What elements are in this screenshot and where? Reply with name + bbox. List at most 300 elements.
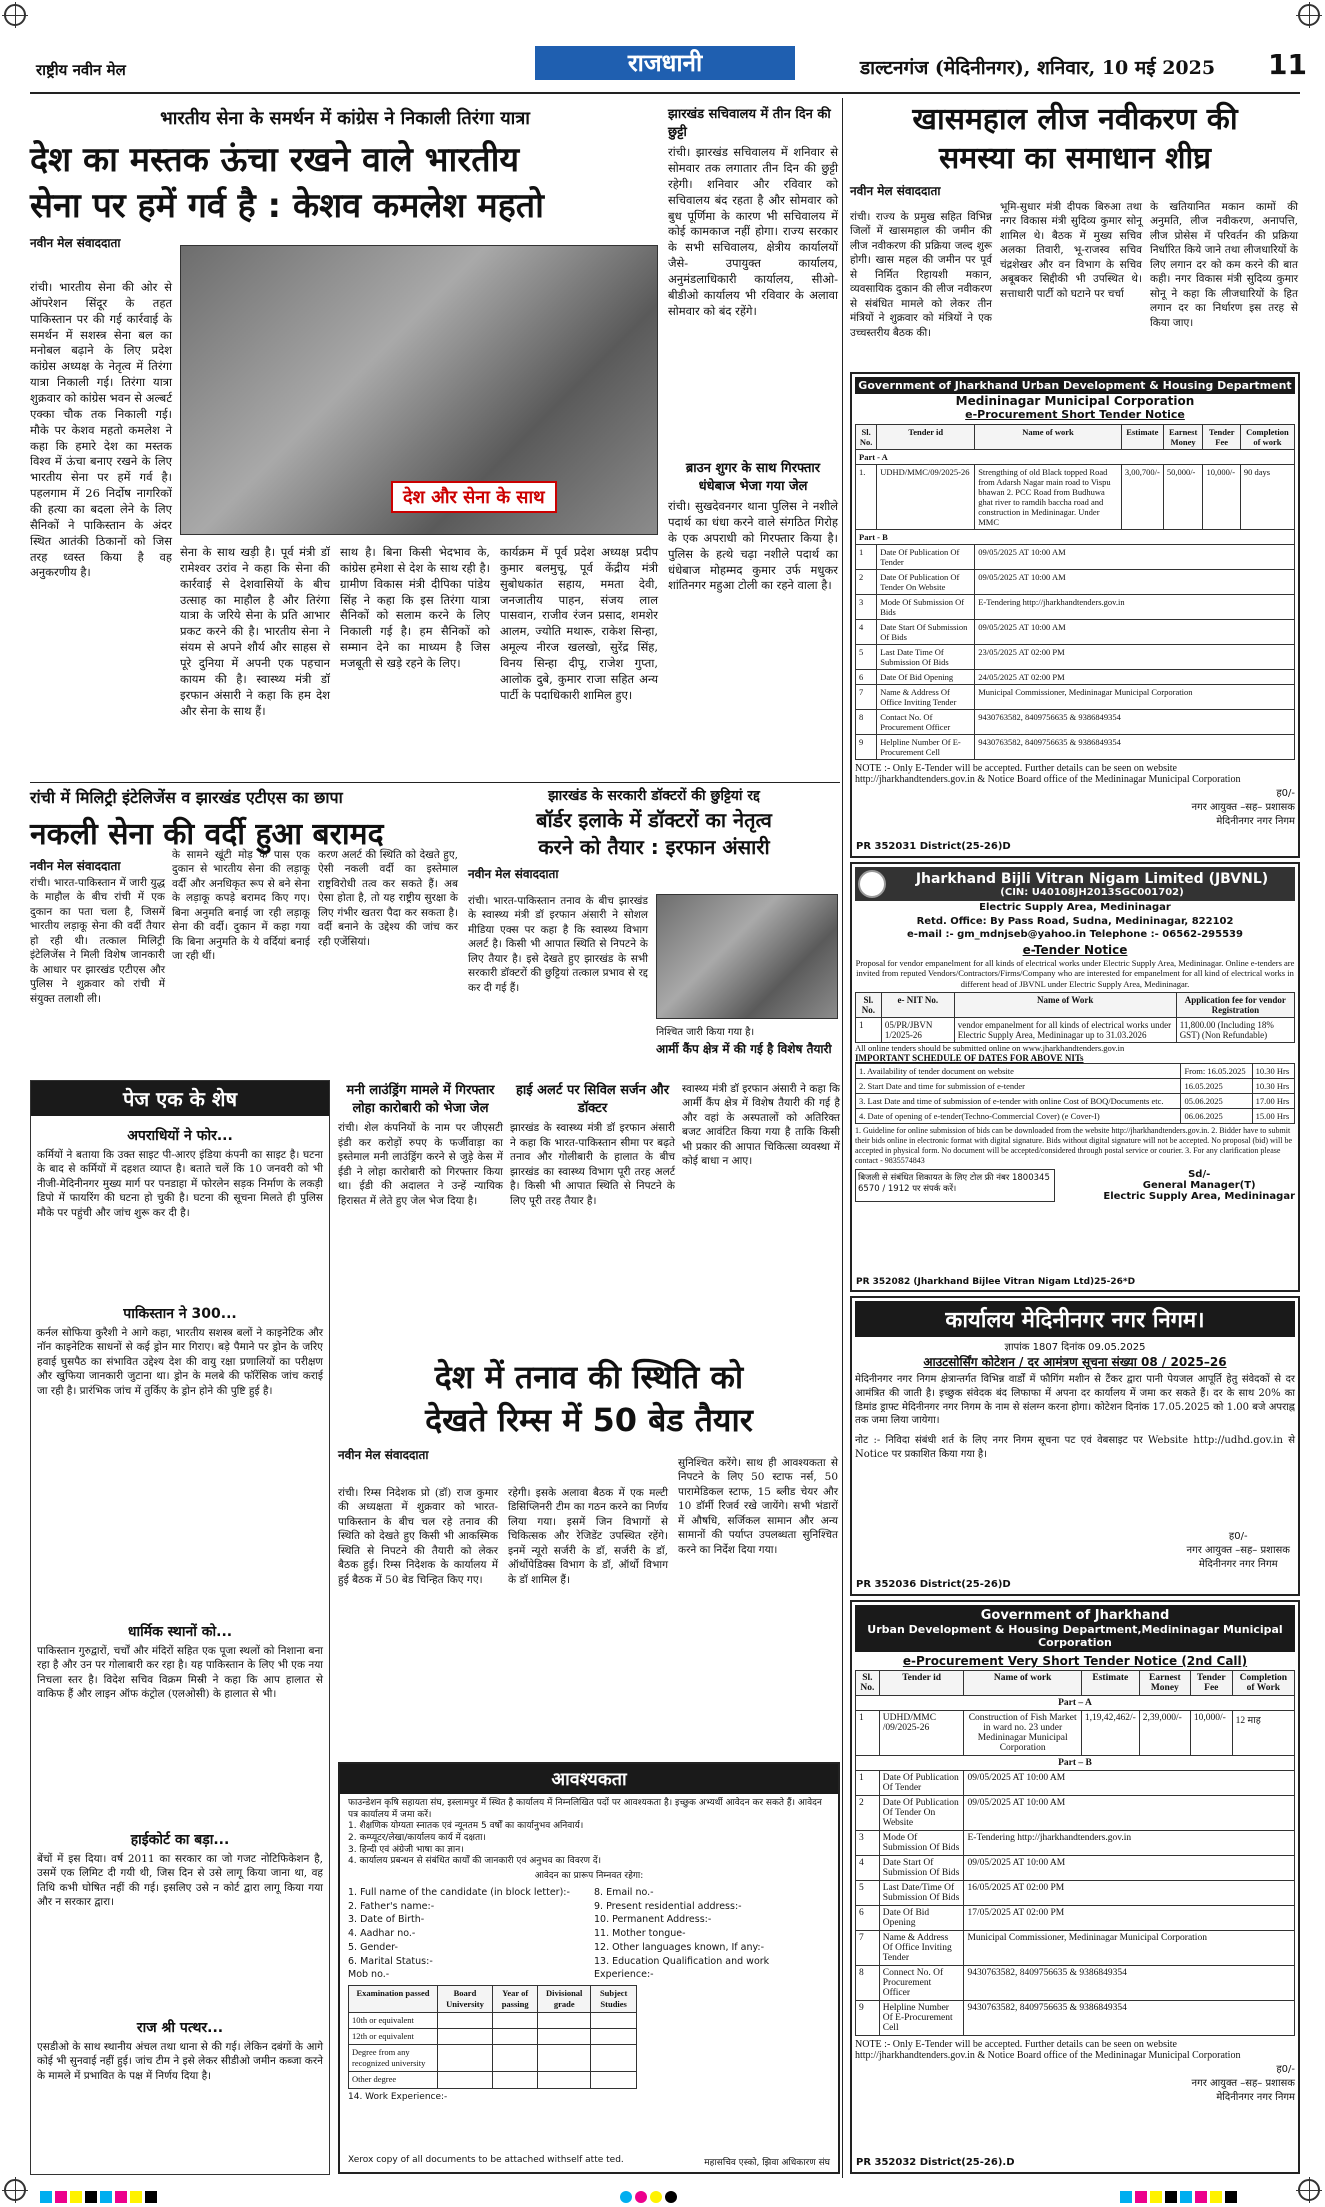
story-col-3: साथ है। बिना किसी भेदभाव के, कांग्रेस हमेशा से देश के साथ रही है। ग्रामीण विकास मंत्री दीपिका पांडेय सिंह ने कहा कि इस तिरंगा यात्रा सैनिकों को सलाम करने के लिए निकाली गई है। हम सैनिकों को सम्मान देने का माध्यम है जिस मजबूती से खड़े रहने के लिए। (340, 545, 490, 671)
section-rule (30, 782, 840, 783)
headline (338, 1356, 840, 1442)
form-field: 13. Education Qualification and work (594, 1955, 770, 1967)
cell: 10th or equivalent (349, 2013, 438, 2029)
headline: ब्राउन शुगर के साथ गिरफ्तार धंधेबाज भेजा गया जेल (685, 461, 821, 494)
table-row (856, 595, 1295, 620)
cell: 09/05/2025 AT 10:00 AM (975, 620, 1295, 645)
continuation-body: कर्नल सोफिया कुरैशी ने आगे कहा, भारतीय सशस्त्र बलों ने काइनेटिक और नॉन काइनेटिक साधनों से कई ड्रोन मार गिराए। बड़े पैमाने पर ड्रोन के जरिए हवाई घुसपैठ का संभावित उद्देश्य देश की वायु रक्षा प्रणालियों का परीक्षण और खुफिया जानकारी जुटाना था। ड्रोन के मलबे की फॉरेंसिक जांच कराई जा रही है। प्रारंभिक जांच में तुर्किए के ड्रोन होने की पुष्टि हुई है। (37, 1327, 323, 1397)
headline (850, 100, 1300, 178)
table-row (856, 685, 1295, 710)
cell: 10.30 Hrs (1252, 1063, 1294, 1078)
footer-note: Xerox copy of all documents to be attached withself atte ted. (348, 2155, 624, 2165)
notice-title: कार्यालय मेदिनीनगर नगर निगम। (855, 1301, 1295, 1337)
cell: Name & Address Of Office Inviting Tender (877, 685, 975, 710)
qualification-rows (349, 2013, 637, 2088)
color-bar-center (620, 2188, 720, 2202)
th: Completion of work (1240, 425, 1294, 450)
col-1: रांची। रिम्स निदेशक प्रो (डॉ) राज कुमार की अध्यक्षता में शुक्रवार को भारत-पाकिस्तान के बीच चल रहे तनाव की स्थिति को देखते हुए किसी भी आकस्मिक स्थिति से निपटने की तैयारी को लेकर बैठक हुई। रिम्स निदेशक के कार्यालय में हुई बैठक में 50 बेड चिन्हित किए गए। (338, 1487, 498, 1586)
body: रांची। सुखदेवनगर थाना पुलिस ने नशीले पदार्थ का धंधा करने वाले संगठित गिरोह के एक अपराधी को गिरफ्तार किया है। पुलिस के हत्थे चढ़ा नशीले पदार्थ का धंधेबाज मोहम्मद कुमार उर्फ मधुकर शांतिनगर महुआ टोली का रहने वाला है। (668, 499, 838, 593)
cell: Degree from any recognized university (349, 2045, 438, 2072)
section-label: राजधानी (535, 46, 795, 80)
part-b-label: Part – B (856, 1756, 1295, 1771)
headline-line-1: देश का मस्तक ऊंचा रखने वाले भारतीय (30, 140, 520, 180)
table-row (856, 1063, 1295, 1078)
cell: 09/05/2025 AT 10:00 AM (975, 545, 1295, 570)
form-field: Experience:- (594, 1969, 654, 1981)
cell: 3,00,700/- (1121, 465, 1163, 530)
pr-number: PR 352032 District(25-26).D (856, 2157, 1015, 2168)
body: रांची। झारखंड सचिवालय में शनिवार से सोमवार तक लगातार तीन दिन की छुट्टी रहेगी। शनिवार और रविवार को सचिवालय बंद रहता है और सोमवार को बुध पूर्णिमा के कारण भी सचिवालय में कोई कामकाज नहीं होगा। राज्य सरकार के सभी सचिवालय, क्षेत्रीय कार्यालयों जैसे- उपायुक्त कार्यालय, अनुमंडलाधिकारी कार्यालय, सीओ-बीडीओ कार्यालय भी रविवार के अलावा सोमवार को बंद रहेंगे। (668, 145, 838, 318)
masthead-rule (30, 92, 1300, 94)
cell: 7 (856, 1931, 880, 1966)
paper-logo: राष्ट्रीय नवीन मेल (36, 61, 126, 79)
tender-title-3: e-Procurement Very Short Tender Notice (2nd Call) (902, 1654, 1248, 1668)
cell: Strengthing of old Black topped Road from Adarsh Nagar main road to Vispu bhawan 2. PCC Road from Budhuwa ghat river to ramdih baccha road and construction in Medininagar. Under MMC (975, 465, 1122, 530)
cell: 1,19,42,462/- (1081, 1711, 1139, 1756)
table-row (856, 1711, 1295, 1756)
story-congress (30, 100, 660, 780)
cell: Contact No. Of Procurement Officer (877, 710, 975, 735)
story-brown-sugar (668, 460, 838, 780)
cell: 1 (856, 545, 877, 570)
cell: Municipal Commissioner, Medininagar Municipal Corporation (975, 685, 1295, 710)
registration-mark-bottom-right (1298, 2179, 1320, 2201)
fields-right (594, 1886, 830, 1982)
cell: Helpline Number Of E-Procurement Cell (879, 2001, 964, 2036)
th: Estimate (1081, 1671, 1139, 1696)
registration-mark-top-right (1298, 4, 1320, 26)
headline-line-1: देश में तनाव की स्थिति को (434, 1358, 744, 1396)
notice-body: मेदिनीनगर नगर निगम क्षेत्रान्तर्गत विभिन्न वार्डों में फौगिंग मशीन से टैंकर द्वारा पानी पेयजल आपूर्ति हेतु संवेदकों से दर आमंत्रित की जाती है। इच्छुक संवेदक बंद लिफाफा में अपना दर कार्यालय में जमा कर सकते हैं। दर के साथ 20% का डिमांड ड्राफ्ट मेदिनीनगर नगर निगम के नाम से संलग्न करना होगा। कोटेशन दिनांक 17.05.2025 को 1.00 बजे अपराह्न तक जमा लिया जायेगा। (855, 1374, 1295, 1427)
cell: 6 (856, 1906, 880, 1931)
sign: ह0/- (1276, 2064, 1295, 2075)
th: Tender id (879, 1671, 964, 1696)
vacancy-rule: 2. कम्प्यूटर/लेखा/कार्यालय कार्य में दक्षता। (348, 1833, 486, 1844)
tender-title-1: Government of Jharkhand Urban Development & Housing Department (855, 377, 1295, 394)
cell: 12th or equivalent (349, 2029, 438, 2045)
cell: 2 (856, 570, 877, 595)
pr-number: PR 352031 District(25-26)D (856, 841, 1011, 852)
cell (538, 2029, 591, 2045)
tender-notice-2 (850, 1600, 1300, 2174)
sign: मेदिनीनगर नगर निगम (1198, 1559, 1278, 1570)
story-col-4: कार्यक्रम में पूर्व प्रदेश अध्यक्ष प्रदीप कुमार बलमुचू, पूर्व केंद्रीय मंत्री सुबोधकांत सहाय, ममता देवी, जनजातीय पाहन, संजय लाल पासवान, राजीव रंजन प्रसाद, शमशेर आलम, ज्योति मथारू, राकेश सिन्हा, अमूल्य नीरज खलखो, सुरेंद्र सिंह, विनय सिन्हा दीपू, राजेश गुप्ता, आलोक दुबे, कुमार राजा सहित अन्य पार्टी के पदाधिकारी शामिल हुए। (500, 545, 658, 702)
vacancy-ad (338, 1762, 840, 2174)
cell (438, 2029, 493, 2045)
story-khasmahal (850, 100, 1300, 370)
table-row (856, 1881, 1295, 1906)
table-row (856, 620, 1295, 645)
sign: नगर आयुक्त –सह– प्रशासक (1191, 802, 1295, 813)
continuation-body: बेंचों में इस दिया। वर्ष 2011 का सरकार का जो गजट नोटिफिकेशन है, उसमें एक लिमिट दी गयी थी, जिस दिन से उसे लागू किया जाना था, वह तिथि कभी घोषित नहीं की गई। इसलिए उसे न कोर्ट द्वारा लागू किया गया और न सरकार द्वारा। (37, 1853, 323, 1909)
continuation-body: कर्मियों ने बताया कि उक्त साइट पी-आरए इंडिया कंपनी का साइट है। घटना के बाद से कर्मियों में दहशत व्याप्त है। बताते चलें कि 10 जनवरी को भी नीजी-मेदिनीनगर मुख्य मार्ग पर पनडाहा में फोरलेन सड़क निर्माण के लकड़ी डिपो में फायरिंग की घटना हो चुकी है। घटना की सूचना मिलते ही पुलिस मौके पर पहुंची और जांच शुरू कर दी है। (37, 1149, 323, 1219)
table-row (856, 1017, 1295, 1042)
tender-signature (855, 787, 1295, 829)
form-field: 10. Permanent Address:- (594, 1914, 712, 1926)
form-field: 9. Present residential address:- (594, 1900, 742, 1912)
schedule-title: All online tenders should be submitted online on www.jharkhandtenders.gov.in (855, 1042, 1125, 1053)
headline (30, 138, 660, 230)
cell: 06.06.2025 (1181, 1108, 1252, 1123)
cell: 4 (856, 1856, 880, 1881)
cell: Date Of Publication Of Tender (877, 545, 975, 570)
cell: 8 (856, 1966, 880, 2001)
cell (538, 2072, 591, 2088)
continuation-title: पाकिस्तान ने 300... (123, 1306, 237, 1322)
address: Retd. Office: By Pass Road, Sudna, Medininagar, 822102 (916, 915, 1234, 927)
body: स्वास्थ्य मंत्री डॉ इरफान अंसारी ने कहा कि आर्मी कैंप क्षेत्र में विशेष तैयारी की गई है और वहां के अस्पतालों को अतिरिक्त बजट आवंटित किया गया है ताकि किसी भी प्रकार की आपात चिकित्सा व्यवस्था में कोई बाधा न आए। (682, 1083, 840, 1168)
cell: 9430763582, 8409756635 & 9386849354 (975, 735, 1295, 760)
cell: Mode Of Submission Of Bids (877, 595, 975, 620)
cell (438, 2045, 493, 2072)
notice-title: e-Tender Notice (1022, 942, 1128, 957)
table-row (856, 1108, 1295, 1123)
sign: मेदिनीनगर नगर निगम (1216, 816, 1295, 827)
story-military (30, 786, 460, 1076)
cell: 5 (856, 1881, 880, 1906)
cell: 4. Date of opening of e-tender(Techno-Commercial Cover) (e Cover-I) (856, 1108, 1181, 1123)
cell: Connect No. Of Procurement Officer (879, 1966, 964, 2001)
byline: नवीन मेल संवाददाता (338, 1448, 429, 1463)
rally-photo (180, 245, 658, 535)
table-row (856, 545, 1295, 570)
cell: 90 days (1240, 465, 1294, 530)
sign: नगर आयुक्त –सह– प्रशासक (1186, 1545, 1290, 1556)
headline: झारखंड सचिवालय में तीन दिन की छुट्टी (668, 107, 831, 140)
tender-note: NOTE :- Only E-Tender will be accepted. Further details can be seen on website http://jharkhandtenders.gov.in & Notice Board office of the Medininagar Municipal Corporation (855, 763, 1241, 785)
col-2: के सामने खूंटी मोड़ के पास एक दुकान से भारतीय सेना की लड़ाकू वर्दी और अनधिकृत रूप से बने सेना के लड़ाकू कपड़े बरामद किए गए। बिना अनुमति बनाई जा रही लड़ाकू सेना की वर्दी। दुकान में कहा गया कि बिना अनुमति के ये वर्दियां बनाई जा रही थीं। (172, 849, 310, 963)
kicker: भारतीय सेना के समर्थन में कांग्रेस ने निकाली तिरंगा यात्रा (160, 108, 530, 129)
cell: 9430763582, 8409756635 & 9386849354 (964, 1966, 1295, 2001)
sign: ह0/- (1228, 1531, 1248, 1542)
cell: 17.00 Hrs (1252, 1093, 1294, 1108)
th: Earnest Money (1163, 425, 1203, 450)
headline-line-1: खासमहाल लीज नवीकरण की (912, 102, 1238, 137)
page-number: 11 (1268, 48, 1307, 81)
vacancy-rule: 4. कार्यालय प्रबन्धन से संबंधित कार्यों की जानकारी एवं अनुभव का विवरण दें। (348, 1856, 602, 1867)
byline: नवीन मेल संवाददाता (30, 235, 121, 250)
form-field: Mob no.- (348, 1969, 390, 1981)
notice-ref: ज्ञापांक 1807 दिनांक 09.05.2025 (1004, 1342, 1146, 1353)
continuation-title: धार्मिक स्थानों को... (127, 1624, 233, 1640)
th: Earnest Money (1139, 1671, 1190, 1696)
cell: Date Start Of Submission Of Bids (879, 1856, 964, 1881)
part-b-rows (856, 545, 1295, 760)
headline-line-2: समस्या का समाधान शीघ्र (939, 141, 1211, 176)
cell: Name & Address Of Office Inviting Tender (879, 1931, 964, 1966)
dateline: डाल्टनगंज (मेदिनीनगर), शनिवार, 10 मई 2025 (860, 57, 1216, 79)
table-row (349, 2072, 637, 2088)
tender-title-2: Urban Development & Housing Department,Medininagar Municipal Corporation (867, 1623, 1283, 1649)
cell (438, 2072, 493, 2088)
jbvnl-cin: (CIN: U40108JH2013SGC001702) (1000, 886, 1184, 898)
headline-line-1: बॉर्डर इलाके में डॉक्टरों का नेतृत्व (536, 808, 772, 832)
continuation-title: हाईकोर्ट का बड़ा... (130, 1832, 230, 1848)
story-army-camp (682, 1082, 840, 1352)
sign: ह0/- (1276, 788, 1295, 799)
cell: From: 16.05.2025 (1181, 1063, 1252, 1078)
table-row (856, 465, 1295, 530)
story-doctors (468, 786, 840, 1076)
th: Sl. No. (856, 425, 877, 450)
cell (492, 2013, 537, 2029)
cell: 11,800.00 (Including 18% GST) (Non Refundable) (1176, 1017, 1294, 1042)
vacancy-intro: फाउन्डेशन कृषि सहायता संघ, इस्लामपुर में स्थित है कार्यालय में निम्नलिखित पदों पर आवश्यकता है। इच्छुक अभ्यर्थी आवेदन कर सकते हैं। आवेदन पत्र कार्यालय में जमा करें। (348, 1798, 822, 1820)
sign: Sd/- (1188, 1168, 1211, 1180)
jbvnl-notice (850, 862, 1300, 1292)
sign: General Manager(T) (1142, 1179, 1256, 1191)
cell: E-Tendering http://jharkhandtenders.gov.in (964, 1831, 1295, 1856)
cell: 15.00 Hrs (1252, 1108, 1294, 1123)
cell: Date Of Bid Opening (879, 1906, 964, 1931)
tender-table (855, 1670, 1295, 2036)
cell (538, 2045, 591, 2072)
cell (492, 2072, 537, 2088)
tender-title-3: e-Procurement Short Tender Notice (965, 408, 1185, 421)
form-field: 3. Date of Birth- (348, 1914, 425, 1926)
table-row (856, 735, 1295, 760)
byline: नवीन मेल संवाददाता (468, 867, 559, 881)
col-3: सुनिश्चित करेंगे। साथ ही आवश्यकता से निपटने के लिए 50 स्टाफ नर्स, 50 पारामेडिकल स्टाफ, 15 ब्लीड चेयर और 10 डॉर्मी रिजर्व रखे जायेंगे। सभी भंडारों में औषधि, सर्जिकल सामान और अन्य सामानों की पर्याप्त उपलब्धता सुनिश्चित करने का निर्देश दिया गया। (678, 1457, 838, 1556)
cell (538, 2013, 591, 2029)
cell: Date Of Publication Of Tender On Website (877, 570, 975, 595)
table-row (856, 1906, 1295, 1931)
notice-note: नोट :- निविदा संबंधी शर्त के लिए नगर निगम सूचना पट एवं वेबसाइट पर Website http://udhd.gov.in से Notice पर प्रकाशित किया गया है। (855, 1435, 1295, 1460)
headline (468, 807, 840, 861)
pr-number: PR 352082 (Jharkhand Bijlee Vitran Nigam Ltd)25-26*D (856, 1277, 1136, 1287)
footer-signature: महासचिव एस्को, झिवा अधिकारण संघ (704, 2158, 830, 2168)
tender-table (855, 424, 1295, 760)
cell: 5 (856, 645, 877, 670)
cell: 9 (856, 2001, 880, 2036)
table-row (856, 645, 1295, 670)
form-field: 4. Aadhar no.- (348, 1928, 416, 1940)
body: झारखंड के स्वास्थ्य मंत्री डॉ इरफान अंसारी ने कहा कि भारत-पाकिस्तान सीमा पर बढ़ते तनाव और गोलीबारी के हालात के बीच झारखंड का स्वास्थ्य विभाग पूरी तरह अलर्ट है। किसी भी आपात स्थिति से निपटने के लिए पूरी तरह तैयार है। (510, 1122, 675, 1207)
body: रांची। शेल कंपनियों के नाम पर जीएसटी इंडी कर करोड़ों रुपए के फर्जीवाड़ा का इस्तेमाल मनी लाउंड्रिंग करने से जुड़े केस में ईडी ने लोहा कारोबारी को गिरफ्तार किया था। ईडी की अदालत ने उन्हें न्यायिक हिरासत में लेते हुए जेल भेज दिया है। (338, 1122, 503, 1207)
registration-mark-top-left (4, 4, 26, 26)
cell: 09/05/2025 AT 10:00 AM (964, 1796, 1295, 1831)
cell: 16/05/2025 AT 02:00 PM (964, 1881, 1295, 1906)
tender-title-2: Medininagar Municipal Corporation (955, 394, 1195, 408)
cell: Date Start Of Submission Of Bids (877, 620, 975, 645)
cell (492, 2045, 537, 2072)
th: Completion of Work (1232, 1671, 1294, 1696)
cell: 3 (856, 595, 877, 620)
th: Sl. No. (856, 1671, 880, 1696)
continuation-title: राज श्री पत्थर... (136, 2020, 224, 2036)
cell: 24/05/2025 AT 02:00 PM (975, 670, 1295, 685)
story-money-laundering (338, 1082, 503, 1352)
table-row (856, 1931, 1295, 1966)
cell: 12 माह (1232, 1711, 1294, 1756)
cell (438, 2013, 493, 2029)
color-bar-right (1120, 2188, 1290, 2202)
cell (591, 2029, 637, 2045)
continuation-body: पाकिस्तान गुरुद्वारों, चर्चों और मंदिरों सहित एक पूजा स्थलों को निशाना बना रहा है और उन पर गोलाबारी कर रहा है। यह पाकिस्तान के लिए भी एक नया निचला स्तर है। विदेश सचिव विक्रम मिस्री ने कहा कि आप हालात से वाकिफ हैं और लाइन ऑफ कंट्रोल (एलओसी) के हालात से भी। (37, 1645, 323, 1701)
col-2: रहेगी। इसके अलावा बैठक में एक मल्टी डिसिप्लिनरी टीम का गठन करने का निर्णय लिया गया। इसमें जिन विभागों से चिकित्सक और रेजिडेंट उपस्थित रहेंगे। इनमें न्यूरो सर्जरी के डॉ, सर्जरी के डॉ, ऑर्थोपेडिक्स विभाग के डॉ, ऑर्थो विभाग के डॉ शामिल हैं। (508, 1487, 668, 1586)
col-2: भूमि-सुधार मंत्री दीपक बिरुआ तथा नगर विकास मंत्री सुदिव्य कुमार सोनू शामिल थे। बैठक में मुख्य सचिव अलका तिवारी, भू-राजस्व सचिव चंद्रशेखर और वन विभाग के सचिव अबूबकर सिद्दीकी भी उपस्थित थे। सत्ताधारी पार्टी को घटाने पर चर्चा (1000, 201, 1142, 300)
qualification-table (348, 1985, 637, 2088)
cell: 16.05.2025 (1181, 1078, 1252, 1093)
contact: e-mail :- gm_mdnjseb@yahoo.in Telephone :- 06562-295539 (907, 929, 1243, 940)
th: Tender Fee (1203, 425, 1240, 450)
tender-title-1: Government of Jharkhand (980, 1608, 1170, 1623)
th: Sl. No. (856, 992, 882, 1017)
cell: 2,39,000/- (1139, 1711, 1190, 1756)
th: Subject Studies (591, 1986, 637, 2013)
office: Electric Supply Area, Medininagar (979, 902, 1171, 913)
cell: 9 (856, 735, 877, 760)
byline: नवीन मेल संवाददाता (850, 184, 941, 198)
vacancy-title: आवश्यकता (340, 1764, 838, 1794)
th: Examination passed (349, 1986, 438, 2013)
form-field: 6. Marital Status:- (348, 1955, 433, 1967)
tender-note: NOTE :- Only E-Tender will be accepted. Further details can be seen on website http://jharkhandtenders.gov.in & Notice Board office of the Medininagar Municipal Corporation (855, 2039, 1241, 2061)
table-row (856, 1966, 1295, 2001)
th: Tender id (877, 425, 975, 450)
cell: Other degree (349, 2072, 438, 2088)
notice-signature (1187, 1530, 1290, 1572)
minister-portrait (656, 894, 838, 1019)
jbvnl-table (855, 992, 1295, 1043)
cell: 9430763582, 8409756635 & 9386849354 (975, 710, 1295, 735)
cell: 10.30 Hrs (1252, 1078, 1294, 1093)
cell: 10,000/- (1190, 1711, 1232, 1756)
col-3: करण अलर्ट की स्थिति को देखते हुए, ऐसी नकली वर्दी का इस्तेमाल राष्ट्रविरोधी तत्व कर सकते हैं। अब ऐसा होता है, तो यह राष्ट्रीय सुरक्षा के लिए गंभीर खतरा पैदा कर सकता है। वर्दी बनाने के उद्देश्य की जांच कर रही एजेंसियां। (318, 849, 458, 948)
subhead: आर्मी कैंप क्षेत्र में की गई है विशेष तैयारी (656, 1042, 832, 1056)
cell: 4 (856, 620, 877, 645)
headline: हाई अलर्ट पर सिविल सर्जन और डॉक्टर (515, 1083, 670, 1116)
cell: Municipal Commissioner, Medininagar Municipal Corporation (964, 1931, 1295, 1966)
part-b-label: Part - B (856, 530, 1295, 545)
cell: Date Of Publication Of Tender (879, 1771, 964, 1796)
cell: 9430763582, 8409756635 & 9386849354 (964, 2001, 1295, 2036)
kicker: रांची में मिलिट्री इंटेलिजेंस व झारखंड एटीएस का छापा (30, 788, 343, 807)
th: Name of work (964, 1671, 1081, 1696)
cell: UDHD/MMC/09/2025-26 (877, 465, 975, 530)
experience-label: 14. Work Experience:- (348, 2091, 448, 2102)
cell: 50,000/- (1163, 465, 1203, 530)
cell (591, 2013, 637, 2029)
cell: 7 (856, 685, 877, 710)
jbvnl-signature (1103, 1169, 1295, 1202)
photo-caption: निश्चित जारी किया गया है। (656, 1027, 755, 1038)
form-fields (348, 1886, 830, 1982)
cell: 17/05/2025 AT 02:00 PM (964, 1906, 1295, 1931)
byline: नवीन मेल संवाददाता (30, 859, 121, 873)
cell: 2 (856, 1796, 880, 1831)
cell: 23/05/2025 AT 02:00 PM (975, 645, 1295, 670)
col-divider (842, 98, 843, 2178)
table-row (349, 2013, 637, 2029)
jbvnl-title: Jharkhand Bijli Vitran Nigam Limited (JBVNL) (915, 870, 1269, 887)
th: Board University (438, 1986, 493, 2013)
form-field: 5. Gender- (348, 1941, 398, 1953)
cell (492, 2029, 537, 2045)
continuation-title: अपराधियों ने फोर... (127, 1128, 233, 1144)
notice-body: Proposal for vendor empanelment for all kinds of electrical works under Electric Supply Area, Medininagar. Online e-tenders are invited from reputed Vendors/Contractors/Firms/Company who are interested for empanelment for all kind of electrical works in different head of JBVNL under Electric Supply Area, Medininagar. (855, 957, 1295, 989)
th: Application fee for vendor Registration (1176, 992, 1294, 1017)
cell: 3 (856, 1831, 880, 1856)
col-3: के खतियानित मकान कामों की अनुमति, लीज नवीकरण, अनापत्ति, लीज प्रोसेस में परिवर्तन की प्रक्रिया निर्धारित किये जाने तथा लीजधारियों के लिए लगान दर को कम करने की बात कही। नगर विकास मंत्री सुदिव्य कुमार सोनू ने कहा कि लीजधारियों के हित लगान दर का निर्धारण इस तरह से किया जाए। (1150, 201, 1298, 329)
cell: E-Tendering http://jharkhandtenders.gov.in (975, 595, 1295, 620)
table-row (856, 570, 1295, 595)
headline-line-2: देखते रिम्स में 50 बेड तैयार (425, 1401, 753, 1440)
schedule-head: IMPORTANT SCHEDULE OF DATES FOR ABOVE NITs (855, 1052, 1084, 1063)
th: Tender Fee (1190, 1671, 1232, 1696)
tender-head-row (856, 425, 1295, 450)
cell: Mode Of Submission Of Bids (879, 1831, 964, 1856)
cell: 1. Availability of tender document on website (856, 1063, 1181, 1078)
photo-banner: देश और सेना के साथ (391, 481, 557, 513)
th: Name of Work (954, 992, 1176, 1017)
tender2-header (855, 1605, 1295, 1652)
th: Divisional grade (538, 1986, 591, 2013)
mmc-notice (850, 1296, 1300, 1596)
form-field: 11. Mother tongue- (594, 1928, 686, 1940)
banner: पेज एक के शेष (31, 1081, 329, 1116)
registration-mark-bottom-left (4, 2179, 26, 2201)
sign: Electric Supply Area, Medininagar (1103, 1190, 1295, 1202)
form-heading: आवेदन का प्रारूप निम्नवत रहेगा: (534, 1871, 644, 1882)
continuation-body: एसडीओ के साथ स्थानीय अंचल तथा थाना से की गई। लेकिन दबंगों के आगे कोई भी सुनवाई नहीं हुई। जांच टीम ने इसे लेकर सीडीओ जमीन कब्जा करने के मामले में प्रभावित के पक्ष में निर्णय दिया है। (37, 2041, 323, 2082)
cell: Date Of Publication Of Tender On Website (879, 1796, 964, 1831)
story-col-2: सेना के साथ खड़ी है। पूर्व मंत्री डॉ रामेश्वर उरांव ने कहा कि सेना की कार्रवाई से देशवासियों के बीच उत्साह का माहौल है और तिरंगा यात्रा के जरिये सेना के प्रति आभार प्रकट करने की है। भारतीय सेना ने संयम से अपने शौर्य और साहस से पूरे दुनिया में अपनी एक पहचान कायम की है। स्वास्थ्य मंत्री डॉ इरफान अंसारी ने कहा कि हम देश और सेना के साथ हैं। (180, 545, 330, 718)
table-row (856, 1856, 1295, 1881)
cell (591, 2072, 637, 2088)
cell: 05/PR/JBVN 1/2025-26 (881, 1017, 954, 1042)
form-field: 8. Email no.- (594, 1886, 654, 1898)
cell: 09/05/2025 AT 10:00 AM (964, 1856, 1295, 1881)
cell: 1. (856, 465, 877, 530)
cell: Last Date Time Of Submission Of Bids (877, 645, 975, 670)
cell: 05.06.2025 (1181, 1093, 1252, 1108)
color-bar-left (40, 2188, 240, 2202)
table-row (856, 1093, 1295, 1108)
headline-line-2: करने को तैयार : इरफान अंसारी (538, 835, 770, 859)
vacancy-rule: 1. शैक्षणिक योग्यता स्नातक एवं न्यूनतम 5 वर्षों का कार्यानुभव अनिवार्य। (348, 1821, 584, 1832)
helpline: बिजली से संबंधित शिकायत के लिए टोल फ्री नंबर 1800345 6570 / 1912 पर संपर्क करें। (855, 1169, 1055, 1202)
headline-line-2: सेना पर हमें गर्व है : केशव कमलेश महतो (30, 185, 544, 226)
cell: 1 (856, 1771, 880, 1796)
guidelines: 1. Guideline for online submission of bids can be downloaded from the website http://jharkhandtenders.gov.in. 2. Bidder have to submit their bids online in electronic format with digital signature. Bids without digital signature will not be accepted. No proposal (bid) will be accepted in physical form. No document will be accepted/considered through postal service or courier. 3. For any clarification please contact - 9835574843 (855, 1125, 1293, 1165)
kicker: झारखंड के सरकारी डॉक्टरों की छुट्टियां रद्द (548, 788, 760, 804)
table-row (856, 1771, 1295, 1796)
table-row (856, 1078, 1295, 1093)
part-a-label: Part - A (856, 450, 1295, 465)
cell (591, 2045, 637, 2072)
th: Estimate (1121, 425, 1163, 450)
body: रांची। भारत-पाकिस्तान तनाव के बीच झारखंड के स्वास्थ्य मंत्री डॉ इरफान अंसारी ने सोशल मीडिया एक्स पर कहा है कि स्वास्थ्य विभाग अलर्ट है। किसी भी आपात स्थिति से निपटने के लिए तैयार है। इसे देखते हुए झारखंड के सभी सरकारी डॉक्टरों की छुट्टियां तत्काल प्रभाव से रद्द कर दी गई हैं। (468, 895, 648, 994)
fields-left (348, 1886, 584, 1982)
sign: नगर आयुक्त –सह– प्रशासक (1191, 2078, 1295, 2089)
headline: मनी लाउंड्रिंग मामले में गिरफ्तार लोहा कारोबारी को भेजा जेल (346, 1083, 495, 1116)
th: e- NIT No. (881, 992, 954, 1017)
pr-number: PR 352036 District(25-26)D (856, 1579, 1011, 1590)
cell: 1 (856, 1711, 880, 1756)
table-row (856, 2001, 1295, 2036)
cell: 09/05/2025 AT 10:00 AM (975, 570, 1295, 595)
masthead (30, 42, 1307, 92)
story-col-1: रांची। भारतीय सेना की ओर से ऑपरेशन सिंदूर के तहत पाकिस्तान पर की गई कार्रवाई के समर्थन में सशस्त्र सेना बल का मनोबल बढ़ाने के लिए प्रदेश कांग्रेस अध्यक्ष के नेतृत्व में तिरंगा यात्रा निकाली गई। तिरंगा यात्रा शुक्रवार को कांग्रेस भवन से अल्बर्ट एक्का चौक तक निकाली गई। मौके पर केशव महतो कमलेश ने कहा कि हमारे देश का मस्तक विश्व में ऊंचा बनाए रखने के लिए भारतीय सेना पर हमें गर्व है। पहलगाम में 26 निर्दोष नागरिकों की हत्या का बदला लेने के लिए सैनिकों ने पाकिस्तान के अंदर स्थित आतंकी ठिकानों को जिस तरह ध्वस्त किया है वह अनुकरणीय है। (30, 280, 172, 580)
table-row (856, 670, 1295, 685)
jbvnl-header (855, 867, 1295, 901)
cell: vendor empanelment for all kinds of electrical works under Electric Supply Area, Medininagar up to 31.03.2026 (954, 1017, 1176, 1042)
tender-signature (855, 2063, 1295, 2105)
col-1: रांची। राज्य के प्रमुख सहित विभिन्न जिलों में खासमहाल की जमीन की लीज नवीकरण की प्रक्रिया जल्द शुरू होगी। खास महल की जमीन पर पूर्व से निर्मित रिहायशी मकान, व्यवसायिक दुकान की लीज नवीकरण से संबंधित मामले को लेकर तीन मंत्रियों ने शुक्रवार को मंत्रियों ने एक उच्चस्तरीय बैठक की। (850, 211, 992, 339)
table-row (856, 710, 1295, 735)
vacancy-footer (348, 2155, 830, 2168)
